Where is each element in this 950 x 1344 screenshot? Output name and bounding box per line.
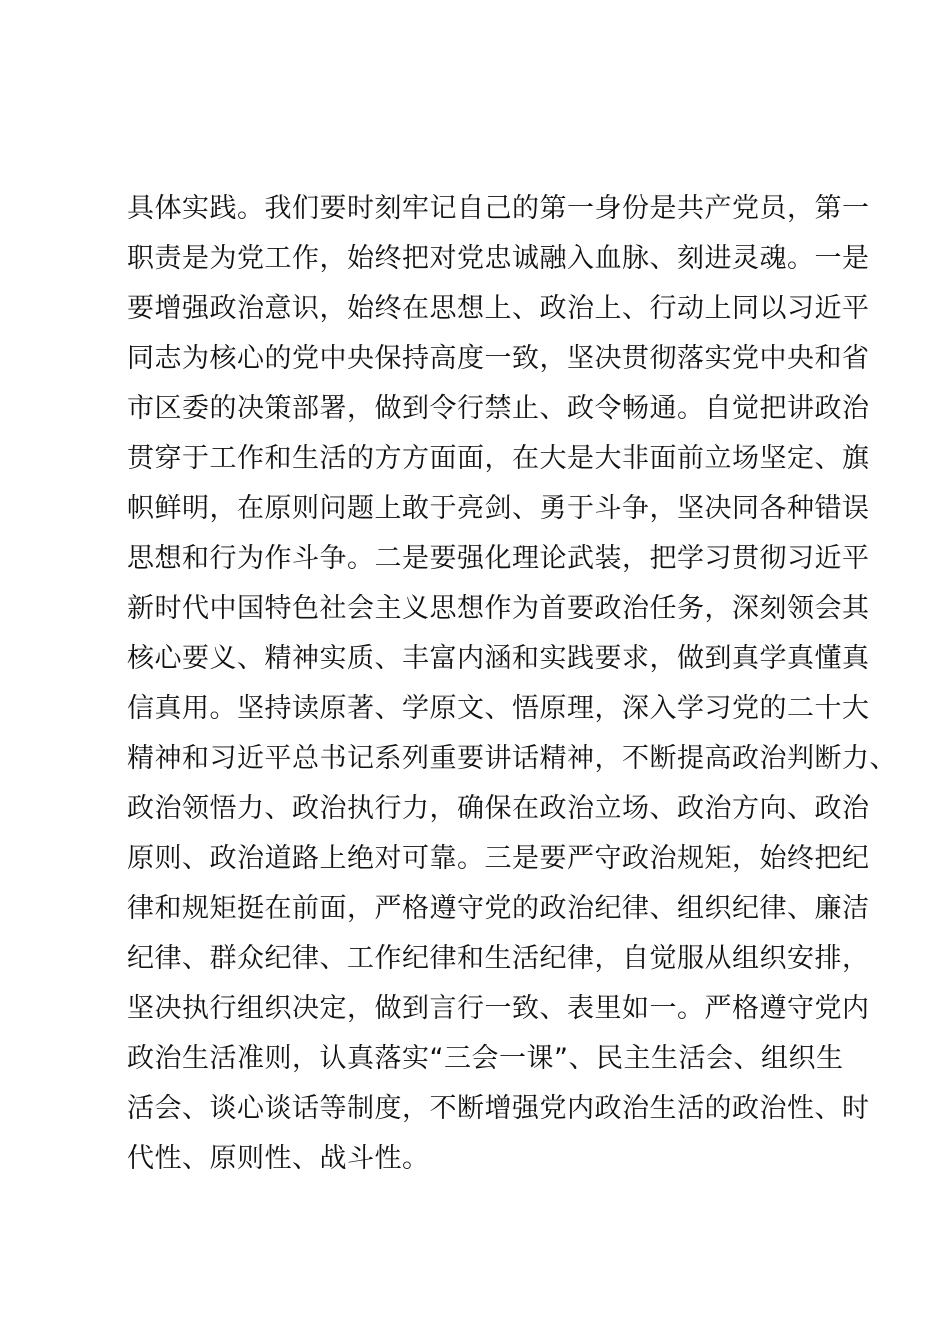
text-line: 新时代中国特色社会主义思想作为首要政治任务，深刻领会其 <box>127 593 870 624</box>
text-line: 活会、谈心谈话等制度，不断增强党内政治生活的政治性、时 <box>127 1093 870 1124</box>
text-line: 具体实践。我们要时刻牢记自己的第一身份是共产党员，第一 <box>127 193 870 224</box>
text-line: 精神和习近平总书记系列重要讲话精神，不断提高政治判断力、 <box>127 743 897 774</box>
text-line: 政治领悟力、政治执行力，确保在政治立场、政治方向、政治 <box>127 793 870 824</box>
text-line: 纪律、群众纪律、工作纪律和生活纪律，自觉服从组织安排， <box>127 943 870 974</box>
text-line: 职责是为党工作，始终把对党忠诚融入血脉、刻进灵魂。一是 <box>127 243 870 274</box>
text-line: 代性、原则性、战斗性。 <box>127 1143 430 1174</box>
text-line: 思想和行为作斗争。二是要强化理论武装，把学习贯彻习近平 <box>127 543 870 574</box>
text-line: 要增强政治意识，始终在思想上、政治上、行动上同以习近平 <box>127 293 870 324</box>
text-line: 原则、政治道路上绝对可靠。三是要严守政治规矩，始终把纪 <box>127 843 870 874</box>
text-line: 政治生活准则，认真落实“三会一课”、民主生活会、组织生 <box>127 1043 844 1074</box>
text-line: 市区委的决策部署，做到令行禁止、政令畅通。自觉把讲政治 <box>127 393 870 424</box>
text-line: 坚决执行组织决定，做到言行一致、表里如一。严格遵守党内 <box>127 993 870 1024</box>
text-line: 律和规矩挺在前面，严格遵守党的政治纪律、组织纪律、廉洁 <box>127 893 870 924</box>
text-line: 贯穿于工作和生活的方方面面，在大是大非面前立场坚定、旗 <box>127 443 870 474</box>
text-line: 核心要义、精神实质、丰富内涵和实践要求，做到真学真懂真 <box>127 643 870 674</box>
text-line: 同志为核心的党中央保持高度一致，坚决贯彻落实党中央和省 <box>127 343 870 374</box>
text-line: 帜鲜明，在原则问题上敢于亮剑、勇于斗争，坚决同各种错误 <box>127 493 870 524</box>
body-paragraph <box>127 184 897 1184</box>
text-line: 信真用。坚持读原著、学原文、悟原理，深入学习党的二十大 <box>127 693 870 724</box>
